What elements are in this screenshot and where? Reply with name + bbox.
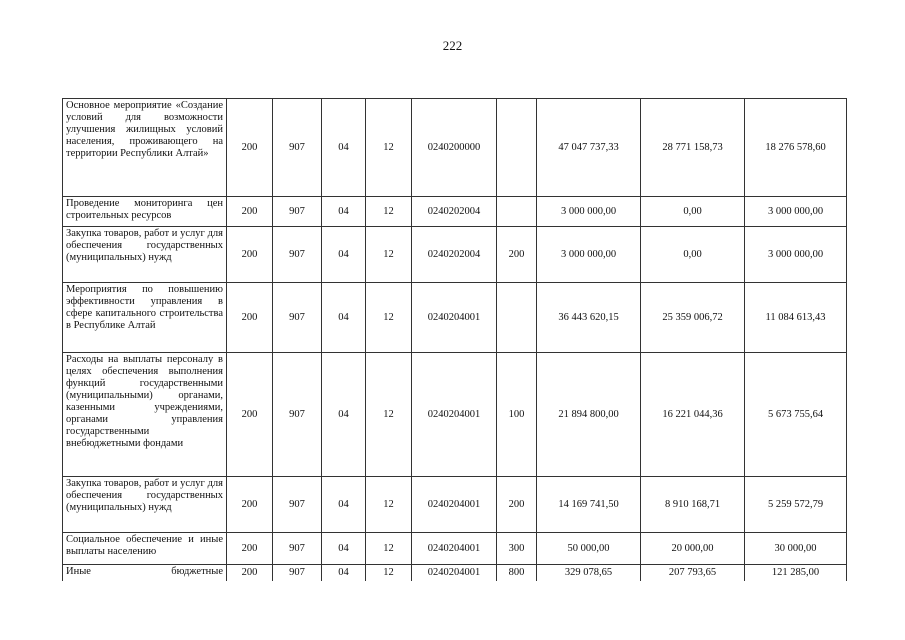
cell-sum-1: 3 000 000,00 (537, 227, 641, 283)
table-row (63, 197, 847, 227)
cell-c2: 907 (273, 99, 322, 197)
cell-sum-1: 329 078,65 (537, 565, 641, 581)
cell-vr: 800 (497, 565, 537, 581)
cell-c3: 04 (322, 533, 366, 565)
cell-csr: 0240202004 (412, 227, 497, 283)
row-name: Закупка товаров, работ и услуг для обеспечения государственных (муниципальных) нужд (63, 227, 227, 283)
cell-sum-2: 8 910 168,71 (641, 477, 745, 533)
cell-sum-3: 3 000 000,00 (745, 197, 847, 227)
cell-c1: 200 (227, 227, 273, 283)
cell-sum-3: 5 259 572,79 (745, 477, 847, 533)
cell-sum-2: 0,00 (641, 197, 745, 227)
cell-sum-1: 36 443 620,15 (537, 283, 641, 353)
table-row (63, 477, 847, 533)
cell-csr: 0240200000 (412, 99, 497, 197)
cell-sum-1: 47 047 737,33 (537, 99, 641, 197)
cell-sum-1: 21 894 800,00 (537, 353, 641, 477)
row-name: Расходы на выплаты персоналу в целях обеспечения выполнения функций государственными (муниципальными) органами, казенными учреждениями, органами управления государственными внебюджетными фондами (63, 353, 227, 477)
cell-sum-1: 50 000,00 (537, 533, 641, 565)
cell-sum-3: 5 673 755,64 (745, 353, 847, 477)
row-name: Основное мероприятие «Создание условий для возможности улучшения жилищных условий населения, проживающего на территории Республики Алтай» (63, 99, 227, 197)
budget-table (62, 98, 847, 581)
cell-csr: 0240204001 (412, 353, 497, 477)
cell-sum-3: 11 084 613,43 (745, 283, 847, 353)
cell-c2: 907 (273, 283, 322, 353)
cell-c4: 12 (366, 283, 412, 353)
cell-c3: 04 (322, 353, 366, 477)
cell-sum-3: 3 000 000,00 (745, 227, 847, 283)
cell-c2: 907 (273, 477, 322, 533)
cell-c4: 12 (366, 99, 412, 197)
cell-c1: 200 (227, 533, 273, 565)
cell-csr: 0240204001 (412, 565, 497, 581)
cell-vr (497, 197, 537, 227)
table-row (63, 99, 847, 197)
cell-c1: 200 (227, 565, 273, 581)
cell-vr: 100 (497, 353, 537, 477)
cell-c1: 200 (227, 99, 273, 197)
cell-sum-3: 121 285,00 (745, 565, 847, 581)
cell-c3: 04 (322, 99, 366, 197)
cell-sum-2: 25 359 006,72 (641, 283, 745, 353)
table-row (63, 283, 847, 353)
cell-csr: 0240202004 (412, 197, 497, 227)
cell-sum-2: 28 771 158,73 (641, 99, 745, 197)
cell-c4: 12 (366, 353, 412, 477)
cell-c3: 04 (322, 477, 366, 533)
cell-csr: 0240204001 (412, 533, 497, 565)
cell-c1: 200 (227, 197, 273, 227)
cell-vr: 300 (497, 533, 537, 565)
row-name: Иные бюджетные (63, 565, 227, 581)
cell-c2: 907 (273, 227, 322, 283)
cell-sum-2: 0,00 (641, 227, 745, 283)
table-row (63, 227, 847, 283)
cell-c2: 907 (273, 533, 322, 565)
cell-vr: 200 (497, 477, 537, 533)
table-row (63, 533, 847, 565)
cell-c2: 907 (273, 353, 322, 477)
row-name: Мероприятия по повышению эффективности управления в сфере капитального строительства в Республике Алтай (63, 283, 227, 353)
table-row (63, 353, 847, 477)
cell-c1: 200 (227, 477, 273, 533)
cell-vr (497, 99, 537, 197)
cell-c4: 12 (366, 197, 412, 227)
cell-c4: 12 (366, 533, 412, 565)
cell-sum-1: 3 000 000,00 (537, 197, 641, 227)
cell-c2: 907 (273, 565, 322, 581)
cell-sum-3: 18 276 578,60 (745, 99, 847, 197)
cell-sum-3: 30 000,00 (745, 533, 847, 565)
row-name: Закупка товаров, работ и услуг для обеспечения государственных (муниципальных) нужд (63, 477, 227, 533)
cell-c4: 12 (366, 227, 412, 283)
row-name: Проведение мониторинга цен строительных ресурсов (63, 197, 227, 227)
cell-c4: 12 (366, 477, 412, 533)
page-number: 222 (442, 38, 463, 53)
row-name: Социальное обеспечение и иные выплаты населению (63, 533, 227, 565)
cell-sum-2: 16 221 044,36 (641, 353, 745, 477)
cell-c2: 907 (273, 197, 322, 227)
cell-sum-2: 20 000,00 (641, 533, 745, 565)
cell-csr: 0240204001 (412, 477, 497, 533)
cell-csr: 0240204001 (412, 283, 497, 353)
cell-c4: 12 (366, 565, 412, 581)
cell-sum-2: 207 793,65 (641, 565, 745, 581)
cell-vr: 200 (497, 227, 537, 283)
cell-c1: 200 (227, 283, 273, 353)
cell-c3: 04 (322, 227, 366, 283)
cell-c3: 04 (322, 565, 366, 581)
cell-c3: 04 (322, 283, 366, 353)
cell-c3: 04 (322, 197, 366, 227)
cell-c1: 200 (227, 353, 273, 477)
cell-vr (497, 283, 537, 353)
table-row (63, 565, 847, 581)
cell-sum-1: 14 169 741,50 (537, 477, 641, 533)
